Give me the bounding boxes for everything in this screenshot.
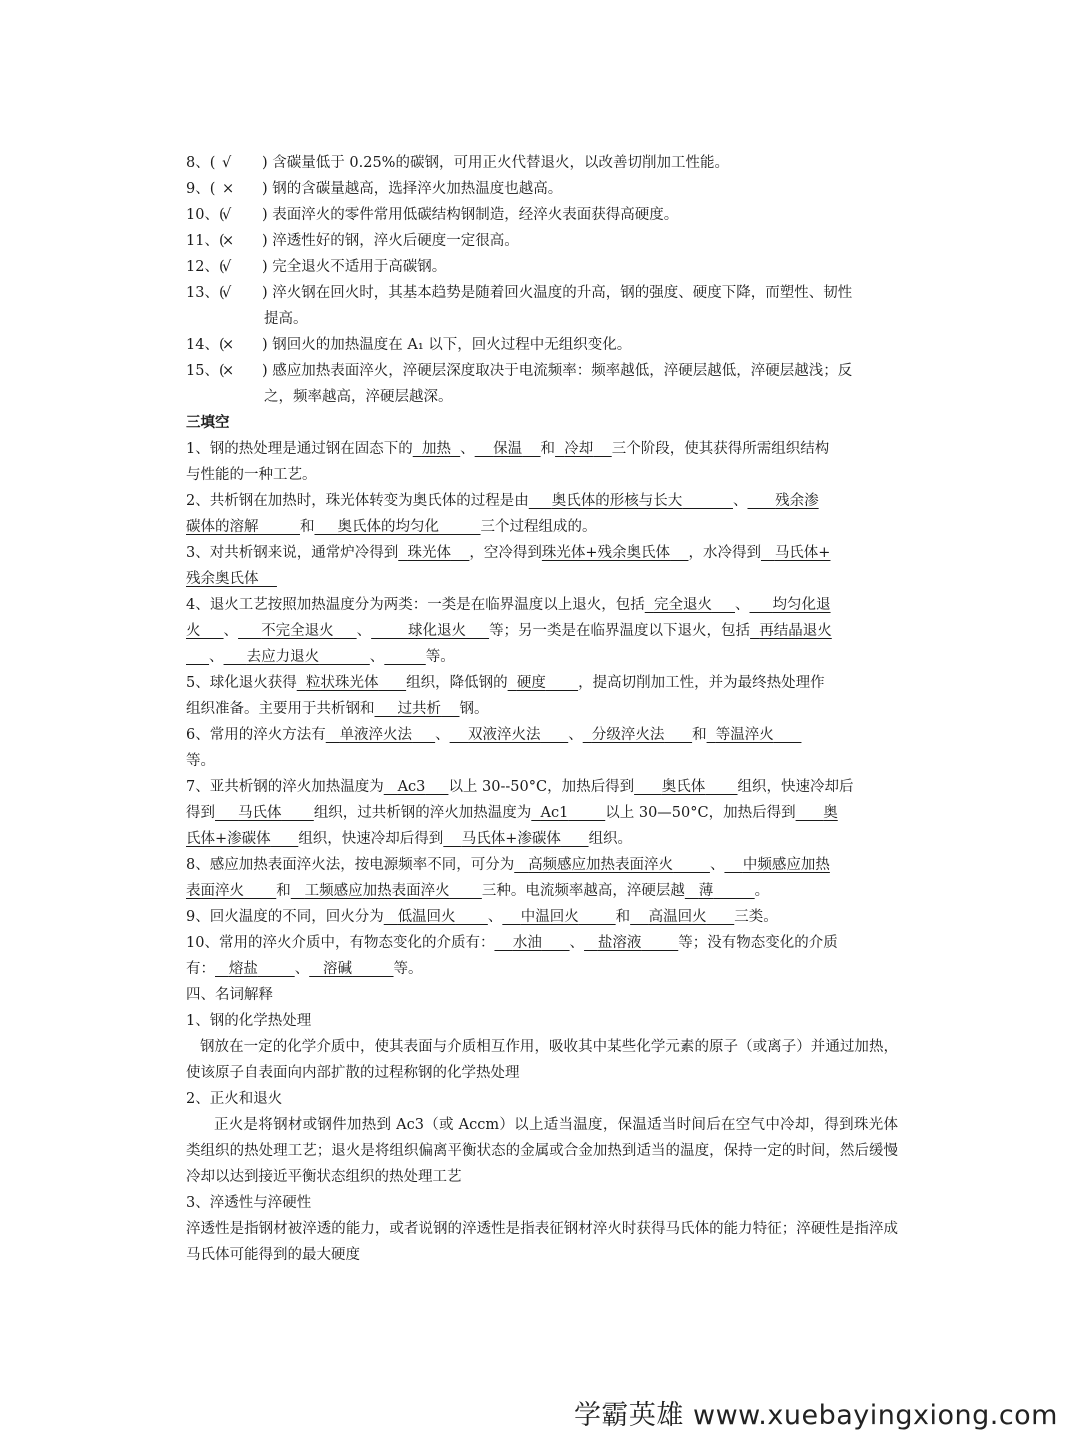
tf-text: 淬透性好的钢，淬火后硬度一定很高。 <box>272 233 519 249</box>
answer-blank: 中温回火 <box>520 909 579 925</box>
answer-blank: 不完全退火 <box>261 623 334 639</box>
fill-q2: 2、共析钢在加热时，珠光体转变为奥氏体的过程是由 奥氏体的形核与长大 、 残余渗 <box>186 493 819 509</box>
answer-blank: 氏体+渗碳体 <box>186 831 271 847</box>
answer-blank <box>384 649 425 665</box>
tf-item <box>186 358 898 384</box>
tf-item <box>186 176 898 202</box>
answer-blank: 去应力退火 <box>246 649 320 665</box>
answer-blank: 奥氏体 <box>661 779 706 795</box>
answer-blank: 马氏体+渗碳体 <box>461 831 561 847</box>
fill-q3-cont <box>186 566 898 592</box>
answer-blank: 完全退火 <box>653 597 712 613</box>
answer-blank: 奥氏体的均匀化 <box>337 519 440 535</box>
fill-q9: 9、回火温度的不同，回火分为 低温回火 、 中温回火 和 高温回火 三类。 <box>186 909 778 925</box>
tf-paren: ) <box>262 259 268 275</box>
fill-q7: 7、亚共析钢的淬火加热温度为 Ac3 以上 30--50°C，加热后得到 奥氏体 组织，快速冷却后 <box>186 779 854 795</box>
tf-text: 含碳量低于 0.25%的碳钢，可用正火代替退火，以改善切削加工性能。 <box>272 155 729 171</box>
term-title: 2、正火和退火 <box>186 1091 283 1107</box>
tf-text: 表面淬火的零件常用低碳结构钢制造，经淬火表面获得高硬度。 <box>272 207 679 223</box>
answer-blank: 过共析 <box>397 701 442 717</box>
tf-number: 9、( <box>186 181 216 197</box>
fill-q2-cont: 碳体的溶解 和 奥氏体的均匀化 三个过程组成的。 <box>186 519 597 535</box>
tf-number: 14、( <box>186 337 225 353</box>
fill-q5: 5、球化退火获得 粒状珠光体 组织，降低钢的 硬度 ，提高切削加工性，并为最终热处理作 <box>186 675 825 691</box>
tf-number: 8、( <box>186 155 216 171</box>
answer-blank: 高频感应加热表面淬火 <box>528 857 674 873</box>
tf-mark: × <box>222 337 235 353</box>
tf-item <box>186 202 898 228</box>
fill-q10: 10、常用的淬火介质中，有物态变化的介质有： 水油 、 盐溶液 等；没有物态变化的介质 <box>186 935 838 951</box>
tf-item <box>186 332 898 358</box>
answer-blank: 硬度 <box>516 675 546 691</box>
tf-mark: √ <box>222 259 232 275</box>
term-title: 3、淬透性与淬硬性 <box>186 1195 312 1211</box>
answer-blank: 溶碱 <box>323 961 353 977</box>
answer-blank: 高温回火 <box>648 909 707 925</box>
answer-blank: 工频感应加热表面淬火 <box>304 883 450 899</box>
answer-blank: 粒状珠光体 <box>305 675 379 691</box>
answer-blank: Ac3 <box>397 779 426 795</box>
term-definition: 钢放在一定的化学介质中，使其表面与介质相互作用，吸收其中某些化学元素的原子（或离子）并通过加热，使该原子自表面向内部扩散的过程称钢的化学热处理 <box>186 1039 898 1081</box>
fill-q8: 8、感应加热表面淬火法，按电源频率不同，可分为 高频感应加热表面淬火 、 中频感应加热 <box>186 857 830 873</box>
fill-q6-cont: 等。 <box>186 753 215 769</box>
tf-number: 10、( <box>186 207 225 223</box>
answer-blank: 冷却 <box>564 441 594 457</box>
answer-blank: 加热 <box>421 441 451 457</box>
answer-blank: 低温回火 <box>397 909 456 925</box>
fill-q4-cont2: 、 去应力退火 、 等。 <box>186 644 898 670</box>
fill-q1: 1、钢的热处理是通过钢在固态下的 加热 、 保温 和 冷却 三个阶段，使其获得所需组织结构 <box>186 441 830 457</box>
fill-q5-cont: 组织准备。主要用于共析钢和 过共析 钢。 <box>186 701 489 717</box>
answer-blank: 奥氏体的形核与长大 <box>551 493 683 509</box>
tf-mark: √ <box>222 207 232 223</box>
site-watermark: 学霸英雄 www.xuebayingxiong.com <box>573 1400 1058 1431</box>
answer-blank: 薄 <box>698 883 714 899</box>
answer-blank: 球化退火 <box>408 623 467 639</box>
answer-blank: 分级淬火法 <box>591 727 665 743</box>
answer-blank: 保温 <box>493 441 523 457</box>
tf-paren: ) <box>262 233 268 249</box>
tf-number: 15、( <box>186 363 225 379</box>
fill-q3: 3、对共析钢来说，通常炉冷得到 珠光体 ，空冷得到珠光体+残余奥氏体 ，水冷得到 马氏体+ <box>186 545 831 561</box>
tf-mark: √ <box>222 155 232 171</box>
answer-blank: 珠光体+残余奥氏体 <box>541 545 671 561</box>
answer-blank: 珠光体 <box>407 545 451 561</box>
answer-blank: 奥 <box>823 805 838 821</box>
tf-item-continuation: 之，频率越高，淬硬层越深。 <box>264 389 453 405</box>
tf-item-continuation: 提高。 <box>264 311 308 327</box>
fill-q6: 6、常用的淬火方法有 单液淬火法 、 双液淬火法 、 分级淬火法 和 等温淬火 <box>186 722 898 748</box>
term-definition: 正火是将钢材或钢件加热到 Ac3（或 Accm）以上适当温度，保温适当时间后在空气中冷却，得到珠光体类组织的热处理工艺；退火是将组织偏离平衡状态的金属或合金加热到适当的温度，保持一定的时间，然后缓慢冷却以达到接近平衡状态组织的热处理工艺 <box>186 1117 898 1185</box>
answer-blank: 碳体的溶解 <box>186 519 259 535</box>
tf-mark: × <box>222 233 235 249</box>
term-title: 1、钢的化学热处理 <box>186 1013 312 1029</box>
fill-q1-cont: 与性能的一种工艺。 <box>186 467 317 483</box>
tf-item <box>186 254 898 280</box>
answer-blank: 马氏体+ <box>774 545 831 561</box>
tf-paren: ) <box>262 363 268 379</box>
answer-blank: 等温淬火 <box>715 727 774 743</box>
tf-number: 11、( <box>186 233 225 249</box>
fill-q7-cont: 得到 马氏体 组织，过共析钢的淬火加热温度为 Ac1 以上 30—50°C，加热后得到 奥 <box>186 805 838 821</box>
tf-paren: ) <box>262 155 268 171</box>
fill-q10-cont: 有： 熔盐 、 溶碱 等。 <box>186 961 423 977</box>
tf-item <box>186 150 898 176</box>
answer-blank: 马氏体 <box>238 805 282 821</box>
terms-section <box>186 1008 898 1268</box>
answer-blank: 再结晶退火 <box>759 623 832 639</box>
true-false-section <box>186 150 898 410</box>
term-definition: 淬透性是指钢材被淬透的能力，或者说钢的淬透性是指表征钢材淬火时获得马氏体的能力特征；淬硬性是指淬成马氏体可能得到的最大硬度 <box>186 1221 898 1263</box>
answer-blank: 熔盐 <box>228 961 258 977</box>
tf-text: 钢的含碳量越高，选择淬火加热温度也越高。 <box>272 181 563 197</box>
tf-paren: ) <box>262 207 268 223</box>
answer-blank: 盐溶液 <box>597 935 642 951</box>
answer-blank: 双液淬火法 <box>468 727 541 743</box>
answer-blank: 水油 <box>512 935 542 951</box>
fill-blank-section <box>186 436 898 982</box>
answer-blank: 残余渗 <box>775 493 819 509</box>
tf-paren: ) <box>262 285 268 301</box>
answer-blank <box>186 649 209 665</box>
tf-item <box>186 228 898 254</box>
fill-q8-cont: 表面淬火 和 工频感应加热表面淬火 三种。电流频率越高，淬硬层越 薄 。 <box>186 883 770 899</box>
fill-q4-cont: 火 、 不完全退火 、 球化退火 等；另一类是在临界温度以下退火，包括 再结晶退火 <box>186 623 832 639</box>
tf-text: 淬火钢在回火时，其基本趋势是随着回火温度的升高，钢的强度、硬度下降，而塑性、韧性 <box>272 285 853 301</box>
tf-mark: × <box>222 181 235 197</box>
tf-item <box>186 280 898 306</box>
answer-blank: 表面淬火 <box>186 883 244 899</box>
document-page <box>186 150 898 1268</box>
tf-number: 13、( <box>186 285 225 301</box>
tf-paren: ) <box>262 337 268 353</box>
answer-blank: 火 <box>186 623 201 639</box>
tf-text: 钢回火的加热温度在 A₁ 以下，回火过程中无组织变化。 <box>272 337 632 353</box>
tf-paren: ) <box>262 181 268 197</box>
tf-text: 完全退火不适用于高碳钢。 <box>272 259 447 275</box>
tf-mark: × <box>222 363 235 379</box>
tf-mark: √ <box>222 285 232 301</box>
answer-blank: 均匀化退 <box>772 597 831 613</box>
answer-blank: 残余奥氏体 <box>186 571 259 587</box>
fill-q4: 4、退火工艺按照加热温度分为两类：一类是在临界温度以上退火，包括 完全退火 、 均匀化退 <box>186 597 831 613</box>
answer-blank: Ac1 <box>540 805 569 821</box>
fill-q7-cont2: 氏体+渗碳体 组织，快速冷却后得到 马氏体+渗碳体 组织。 <box>186 831 633 847</box>
answer-blank: 中频感应加热 <box>742 857 830 873</box>
tf-number: 12、( <box>186 259 225 275</box>
fill-section-title: 三填空 <box>186 414 230 431</box>
answer-blank: 单液淬火法 <box>339 727 413 743</box>
tf-text: 感应加热表面淬火，淬硬层深度取决于电流频率：频率越低，淬硬层越低，淬硬层越浅；反 <box>272 363 853 379</box>
terms-section-title: 四、名词解释 <box>186 987 273 1003</box>
